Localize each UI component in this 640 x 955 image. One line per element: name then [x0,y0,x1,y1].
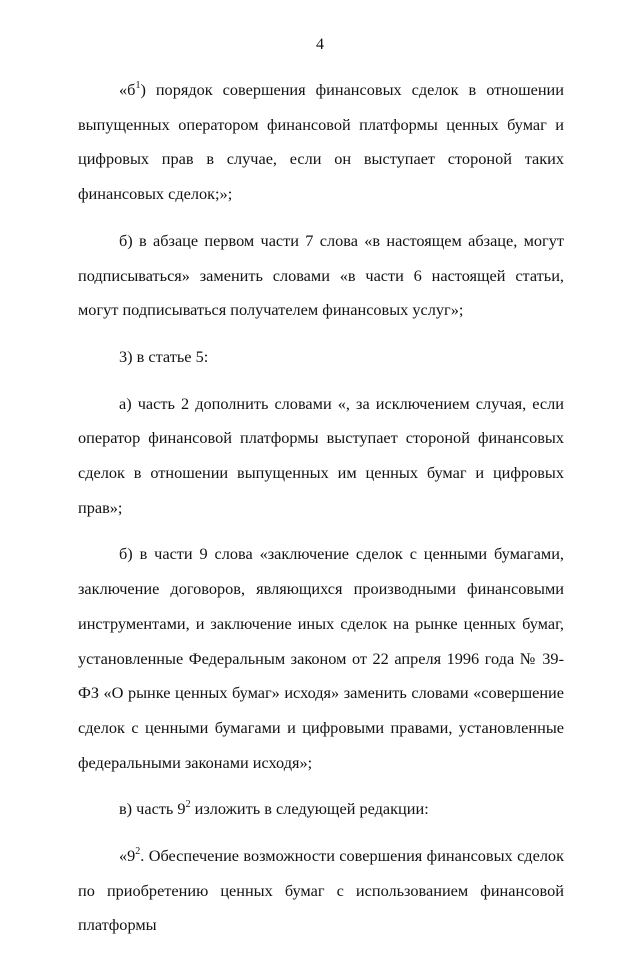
paragraph-a-part2: а) часть 2 дополнить словами «, за исключением случая, если оператор финансовой платформы выступает стороной финансовых сделок в отношении выпущенных им ценных бумаг и цифровых прав»; [78,393,564,517]
paragraph-b-part9: б) в части 9 слова «заключение сделок с ценными бумагами, заключение договоров, являющихся производными финансовыми инструментами, и заключение иных сделок на рынке ценных бумаг, установленные Федеральным законом от 22 апреля 1996 года № 39-ФЗ «О рынке ценных бумаг» исходя» заменить словами «совершение сделок с ценными бумагами и цифровыми правами, установленные федеральными законами исходя»; [78,544,564,772]
paragraph-v-part9-2 [78,792,564,827]
paragraph-b-part7: б) в абзаце первом части 7 слова «в настоящем абзаце, могут подписываться» заменить словами «в части 6 настоящей статьи, могут подписываться получателем финансовых услуг»; [78,230,564,320]
superscript: 2 [135,846,141,858]
superscript: 2 [185,799,191,811]
paragraph-9-2-prefix: «9 [119,846,136,866]
paragraph-v-text: изложить в следующей редакции: [190,799,429,819]
paragraph-9-2-quote [78,839,564,943]
document-body [78,73,564,955]
paragraph-9-2-text: . Обеспечение возможности совершения финансовых сделок по приобретению ценных бумаг с использованием финансовой платформы [78,846,564,935]
paragraph-v-prefix: в) часть 9 [119,799,186,819]
paragraph-b1 [78,73,564,212]
paragraph-b1-prefix: «б [119,80,136,99]
superscript: 1 [135,80,141,91]
paragraph-3-article5: 3) в статье 5: [119,346,209,366]
page-number: 4 [316,36,324,53]
paragraph-b1-text: ) порядок совершения финансовых сделок в отношении выпущенных оператором финансовой платформы ценных бумаг и цифровых прав в случае, если он выступает стороной таких финансовых сделок;»; [78,80,564,204]
